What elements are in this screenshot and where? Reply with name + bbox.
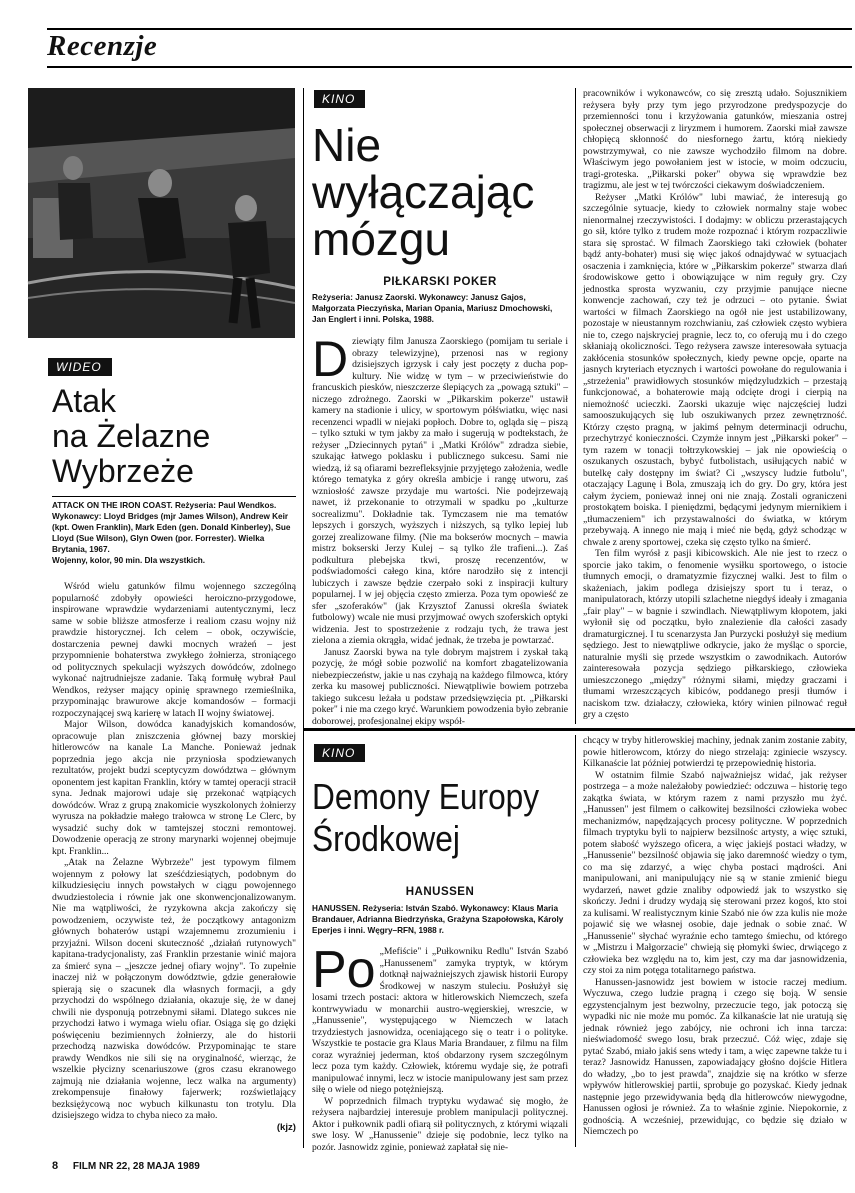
- wideo-credits: [52, 500, 296, 566]
- header-rule-bottom: [47, 66, 852, 68]
- kino2-tag: KINO: [314, 744, 365, 762]
- kino1-title: [312, 119, 535, 265]
- wideo-paragraph: Wśród wielu gatunków filmu wojennego szczególną popularność zdobyły opowieści heroiczno-przygodowe, inspirowane wprawdzie wydarzeniami autentycznymi, lecz same w sobie bliższe atmosferze i realiom czasu wojny niż prawdzie historycznej. Ich celem – obok, oczywiście, dostarczenia pewnej dawki mocnych wrażeń – jest przypomnienie bohaterstwa zwykłego żołnierza, stroniącego od politycznych spekulacji wyższych dowódców, zdolnego wykonać najtrudniejsze zadanie. Taką formułę wybrał Paul Wendkos, reżyser mający opinię sprawnego rzemieślnika, przypominając brawurowe akcje komandosów – formacji rozpoczynającej swą karierę w latach II wojny światowej.: [52, 581, 296, 719]
- kino1-body-col1: [312, 331, 568, 727]
- wideo-credits-rule: [52, 496, 296, 497]
- kino1-title-line3: mózgu: [312, 213, 451, 265]
- wideo-title: [52, 384, 210, 489]
- kino2-paragraph: W poprzednich filmach tryptyku wydawać się mogło, że reżysera najbardziej interesuje problem manipulacji politycznej. Aktor i pułkownik padli ofiarą sił politycznych, z którymi wiązali swe losy. W „Hanussenie" dzieje się podobnie, lecz tylko na pozór. Jasnowidz zginie, ponieważ zapłatał się nie-: [312, 1095, 568, 1153]
- kino1-body-col2: [583, 88, 847, 724]
- article-separator: [304, 728, 855, 731]
- kino2-title: [312, 776, 539, 860]
- kino2-paragraph: [312, 941, 568, 1096]
- kino2-p1: „Mefiście" i „Pułkowniku Redlu" István Szabó „Hanussenem" zamyka tryptyk, w którym dotknął najważniejszych zjawisk historii Europy Środkowej w naszym stuleciu. Posłużył się losami trzech postaci: aktora w hitlerowskich Niemczech, szefa kontrwywiadu w monarchii austro-węgierskiej, wreszcie, w „Hanussenie", występującego w Niemczech w latach trzydziestych jasnowidza, oceniającego się o teatr i o polityke. Wszystkie te postacie gra Klaus Maria Brandauer, z filmu na film coraz wyraźniej jederman, ktoś obdarzony rysem szczególnym lecz poza tym każdy. Człowiek, któremu wydaje się, że potrafi manipulować innymi, lecz w istocie manipulowany jest sam przez siłę o wiele od niego potężniejszą.: [312, 946, 568, 1095]
- section-title: Recenzje: [47, 30, 158, 62]
- kino1-title-line1: Nie: [312, 119, 382, 171]
- kino1-paragraph: Reżyser „Matki Królów" lubi mawiać, że interesują go szczególnie sytuacje, kiedy to człowiek normalny staje wobec nienormalnej rzeczywistości. I dodajmy: w obliczu przerastających go sił, które tylko z trudem może rozpoznać i którym rozpaczliwie stara się sprostać. W filmach Zaorskiego taki człowiek (bohater bądź anty-bohater) musi się więc jakoś odnajdywać w sytuacjach osaczenia i zamknięcia, które w „Piłkarskim pokerze" stwarza dlań środowiskowe getto i obowiązujące w nim reguły gry. Czy jednostka sprosta wyzwaniu, czy przyjmie panujące niecne konwencje zachowań, czy też je odrzuci – oto pytanie. Świat wartości w filmach Zaorskiego na ogół nie jest ustabilizowany, pozostaje w nieustannym rozchwianiu, zaś człowiek często wybiera nie to, czego najskryciej pragnie, lecz to, co oferują mu i do czego skłaniają okoliczności. Tego reżysera zawsze interesowała sytuacja zakłócenia stosunków społecznych, kiedy pewne opcje, oparte na jasnych kryteriach etycznych i wartości powołane do regulowania i „strzeżenia" prawidłowych stosunków międzyludzkich – przestają funkcjonować, a bohaterowie mają odcięte drogi i cierpią na niemożność ucieczki. Zaorski ukazuje więc najczęściej ludzi samooszukujących się lub oszukiwanych przez zewnętrzność. Którzy często pragną, w jakimś pełnym determinacji odruchu, przechytrzyć konieczności. Czymże innym jest „Piłkarski poker" – tym razem w tonacji tołtrzykowskiej – jak nie opowieścią o oszukanych oszustach, bybyć futbolistach, usiłujących nabić w butelkę cały dostępny im świat? Ci „wszyscy ludzie futbolu", otaczający Lagunę i Bola, zmuszają ich do gry. Do gry, która jest całym życiem, ponieważ innej oni nie znają. Zostali ograniczeni prostokątem boiska. I pieniędzmi, będącymi jedynym miernikiem i „tłumaczeniem" ich przystawalności do światka, w którym przebywają. A innego nie mają i mieć nie będą, gdyż schodząc w chwale z areny sportowej, czeka się często tylko na śmierć.: [583, 191, 847, 548]
- kino1-p1: ziewiąty film Janusza Zaorskiego (pomijam tu seriale i obrazy telewizyjne), przenosi nas w regiony dzisiejszych igrzysk i cały jest poczęty z ducha pop-kultury. Nie widzę w tym – w przeciwieństwie do francuskich piesków, nieszczerze ślepiących za „powagą sztuki" – niczego zdrożnego. Zaorski w „Piłkarskim pokerze" ustawił kamery na stadionie i ulicy, w sportowym półświatku, więc nasi recenzenci wpadli w niejaki popłoch. Dobre to, ogląda się – piszą – tylko sztuki w tym jakby za mało i sugerują w podtekstach, że reżyser „Dziecinnych pytań" i „Matki Królów" zdradza siebie, szukając łatwego poklasku i publicznego sukcesu. Sami nie wiedzą, iż są ofiarami bezrefleksyjnie przyjętego założenia, wedle którego tematyka z góry określa ambicje i rangę utworu, zaś wzniosłość zawsze przydaje mu wartości. Nie podejrzewają nawet, iż przekonanie to otrzymali w spadku po „kulturze socrealizmu". Dokładnie tak. Tymczasem nie ma tematów lepszych i gorszych, wyższych i niższych, są tylko lepiej lub gorzej zrealizowane filmy. (Nie ma bokserów mocnych – mawia mistrz bokserski Jerzy Kulej – są tylko źle trafieni...). Zaś podkultura plebejska tkwi, proszę recenzentów, w podświadomości całego kina, które narodziło się z intencji lubiczych i zawsze będzie czerpało soki z inspiracji kultury popularnej. I w jej objęcia często zmierza. Poza tym opowieść ze sfer „szoferaków" (jak Krzysztof Zanussi określa światek futbolowy) wcale nie musi przyjmować owych szoferskich optyki widzenia. Jest to spostrzeżenie z rodzaju tych, że trawa jest zielona a ziemia okrągła, widać jednak, że trzeba je powtarzać.: [312, 336, 568, 646]
- kino1-paragraph: Janusz Zaorski bywa na tyle dobrym majstrem i zyskał taką pozycję, że mógł sobie pozwolić na komfort zbagatelizowania niebezpieczeństw, jakie u nas czyhają na każdego filmowca, który zerka ku masowej publiczności. Niewątpliwie bowiem potrzeba takiego sukcesu leżała u podstaw przedsięwzięcia pt. „Piłkarski poker" i nie ma czego kryć. Warunkiem powodzenia było zebranie doborowej, profesjonalnej ekipy współ-: [312, 646, 568, 727]
- wideo-paragraph: „Atak na Żelazne Wybrzeże" jest typowym filmem wojennym z połowy lat sześćdziesiątych, podobnym do kilkudziesięciu innych powstałych w ciągu powojennego dwudziestolecia i równie jak one skonwencjonalizowanym. Nie ma wątpliwości, że ryzykowna akcja zakończy się powodzeniem, oczywiste też, że początkowy antagonizm głównych bohaterów ustąpi wzajemnemu zrozumieniu i przyjaźni. Wilson doceni skuteczność „działań rutynowych" kapitana-tradycjonalisty, zaś Franklin przestanie winić majora za śmierć syna – „jeszcze jednej ofiary wojny". To zupełnie inaczej niż w połączonym dowództwie, gdzie generałowie spierają się o szacunek dla własnych formacji, a gdy przychodzi do wspólnego działania, okazuje się, że w danej chwili nie dysponują potrzebnymi siłami. Dlatego sukces nie przychodzi łatwo i wymaga wielu ofiar. Osiąga się go dzięki poświęceniu bezimiennych żołnierzy, ale do historii przechodzą nazwiska dowódców. Przypominając te stare prawdy Wendkos nie sili się na oryginalność, wierząc, że wszelkie płycizny scenariuszowe (gros czasu ekranowego zajmują nie działania wojenne, lecz walka na argumenty) zrekompensuje finałowy fajerwerk; rozświetlający bezksiężycową noc wybuch kilkunastu ton trotylu. Dla dzisiejszego widza to chyba nieco za mało.: [52, 857, 296, 1121]
- wideo-title-line3: Wybrzeże: [52, 453, 194, 489]
- column-divider-lower: [575, 735, 576, 1147]
- wideo-paragraph: Major Wilson, dowódca kanadyjskich komandosów, opracowuje plan zniszczenia głównej bazy morskiej hitlerowców na kanale La Manche. Ponieważ jednak poprzednia jego akcja nie przyniosła spodziewanych rezultatów, projekt budzi sceptycyzm dowództwa – głównym oponentem jest kapitan Franklin, który w tamtej operacji stracił syna. Jednak majorowi udaje się przekonać wątpiących dowódców. Wraz z grupą znakomicie wyszkolonych żołnierzy wyrusza na pokładzie małego trałowca w stronę Le Clerc, by wysadzić suchy dok w tamtejszej stoczni remontowej. Dowodzenie operacją ze strony marynarki wojennej obejmuje kpt. Franklin...: [52, 719, 296, 857]
- kino1-subtitle: PIŁKARSKI POKER: [383, 276, 497, 288]
- kino1-paragraph: Ten film wyrósł z pasji kibicowskich. Ale nie jest to rzecz o sporcie jako takim, o fenomenie wysiłku sportowego, o istocie tłumnych emocji, o dramatyzmie fizycznej walki. Jest to film o skażeniach, jakim podlega dzisiejszy sport tu i teraz, o manipulatorach, którzy utopili szlachetne niegdyś ideały i zmagania „fair play" – w bagnie i szwindlach. Niewątpliwym kłopotem, jaki wyłonił się od początku, było znalezienie dla całości zasady dramaturgicznej. I tu scenarzysta Jan Purzycki posłużył się medium sędziego. Jest to niewątpliwe odkrycie, jako że myśląc o sporcie, naturalnie myśli się przede wszystkim o zawodnikach. Autorów zainteresowała pozycja sędziego piłkarskiego, człowieka umieszczonego „między" różnymi siłami, między graczami i tłumami wrzeszczących kibiców, poddanego presji tłumów i naciskom tzw. działaczy, człowieka, który winien pilnować reguł gry a często: [583, 548, 847, 720]
- wideo-signature: (kjz): [276, 1121, 296, 1133]
- kino2-title-line1: Demony Europy: [312, 776, 540, 817]
- film-still-photo: [28, 88, 295, 338]
- column-divider-left: [303, 88, 304, 1148]
- kino1-title-line2: wyłączając: [312, 166, 535, 218]
- wideo-credits-meta: Wojenny, kolor, 90 min. Dla wszystkich.: [52, 556, 206, 566]
- kino2-drop-cap: Po: [312, 941, 376, 999]
- wideo-body: [52, 581, 296, 1147]
- kino1-credits: Reżyseria: Janusz Zaorski. Wykonawcy: Janusz Gajos, Małgorzata Pieczyńska, Marian Opania, Mariusz Dmochowski, Jan Englert i inni. Polska, 1988.: [312, 293, 553, 325]
- kino1-drop-cap: D: [312, 331, 349, 387]
- wideo-tag: WIDEO: [48, 358, 112, 376]
- kino2-credits: HANUSSEN. Reżyseria: István Szabó. Wykonawcy: Klaus Maria Brandauer, Adrianna Biedrzyńska, Grażyna Szapołowska, Károly Eperjes i inni. Węgry–RFN, 1988 r.: [312, 904, 564, 936]
- kino1-paragraph: [312, 331, 568, 647]
- wideo-title-line2: na Żelazne: [52, 418, 211, 454]
- kino2-paragraph: Hanussen-jasnowidz jest bowiem w istocie raczej medium. Wyczuwa, czego ludzie pragną i czego się boją. W sensie egzystencjalnym jest bezwolny, przeczucie tego, jak potoczą się wypadki nic nie może mu pomóc. Za kilkanaście lat nie uratują się jednak również jego zabójcy, nie ochroni ich inna tarcza: nieświadomość swego losu, brak przeczuć. Cóż więc, zdaje się pytać Szabó, miało jakiś sens wtedy i tam, a więc zapewne także tu i teraz? Jasnowidz Hanussen, zapowiadający głośno dojście Hitlera do władzy, „bo to jest prawda", znajdzie się na krótko w sferze wpływów hitlerowskiej partii, sprobuje go pozyskać. Kiedy jednak następnie jego przewidywania będą dla hitlerowców niewygodne, Hanussen ogłosi je również. Za to właśnie zginie. Niepokornie, z godnością. A wcześniej, przewidując, co będzie się działo w Niemczech po: [583, 976, 847, 1137]
- wideo-credits-text: ATTACK ON THE IRON COAST. Reżyseria: Paul Wendkos. Wykonawcy: Lloyd Bridges (mjr James Wilson), Andrew Keir (kpt. Owen Franklin), Mark Eden (gen. Donald Kinberley), Sue Lloyd (Sue Wilson), Glyn Owen (por. Forrester). Wielka Brytania, 1967.: [52, 501, 291, 555]
- wideo-title-line1: Atak: [52, 383, 117, 419]
- kino1-paragraph: pracowników i wykonawców, co się zresztą udało. Sojusznikiem reżysera były przy tym jego przyrodzone predyspozycje do przemienności tonu i krzyżowania gatunków, mieszania ostrej społecznej obserwacji z liryzmem i humorem. Zaorski miał zawsze chłopięcą skłonność do niesfornego żartu, którą niekiedy powstrzymywał, co nie zawsze wychodziło filmom na dobre. Właściwym jego powołaniem jest w istocie, w moim odczuciu, tragi-groteska. „Piłkarski poker" obywa się wprawdzie bez tragizmu, ale jest w tej twórczości ciekawym doświadczeniem.: [583, 88, 847, 191]
- kino2-title-line2: Środkowej: [312, 818, 460, 859]
- kino1-tag: KINO: [314, 90, 365, 108]
- page-footer: [52, 1160, 200, 1172]
- issue-info: FILM NR 22, 28 MAJA 1989: [72, 1161, 200, 1172]
- kino2-paragraph: chcący w tryby hitlerowskiej machiny, jednak zanim zostanie zabity, powie hitlerowcom, którzy do niego strzelają: zginiecie wszyscy. Kilkanaście lat później potwierdzi tę przepowiednię historia.: [583, 735, 847, 769]
- kino2-subtitle: HANUSSEN: [405, 886, 475, 898]
- kino2-paragraph: W ostatnim filmie Szabó najważniejsz widać, jak reżyser postrzega – a może należałoby powiedzieć: odczuwa – historię tego zakątka świata, w którym razem z nami przyszło mu żyć. „Hanussen" jest filmem o całkowitej bezsilności człowieka wobec mechanizmów, napędzających procesy polityczne. W poprzednich filmach tryptyku byli to najpierw bezsilnośc artysty, a więc sztuki, potem słabość wyższego oficera, a więc jakiejś postaci władzy, w „Hanussenie" bezsilność objawia się jako daremność wiedzy o tym, co ma się zdarzyć, a więc chyba postaci mądrości. Ani manipulowani, ani manipulujący nie są w stanie zmienić biegu wydarzeń, nawet gdzie znaliby odpowiedź jak to wszystko się skończy. Jedni i drudzy wydają się sterowani przez kogoś, kto stoi za kulisami. W realistycznym kinie Szabó nie ów zza kulis nie może pojawić się we własnej osobie, daje jednak o sobie znać. W „Hanussenie" słychać wyraźnie echo tamtego śmiechu, od którego w „Mistrzu i Małgorzacie" chwieją się płomyki świec, drwiącego z człowieka bez względu na to, kim jest, czy ma dar jasnowidzenia, czy stoi za nim potęga totalitarnego państwa.: [583, 769, 847, 976]
- kino2-body-col2: [583, 735, 847, 1147]
- header-rule-top: [47, 28, 852, 30]
- page-number: 8: [52, 1160, 59, 1172]
- column-divider-middle: [575, 88, 576, 724]
- kino2-body-col1: [312, 941, 568, 1153]
